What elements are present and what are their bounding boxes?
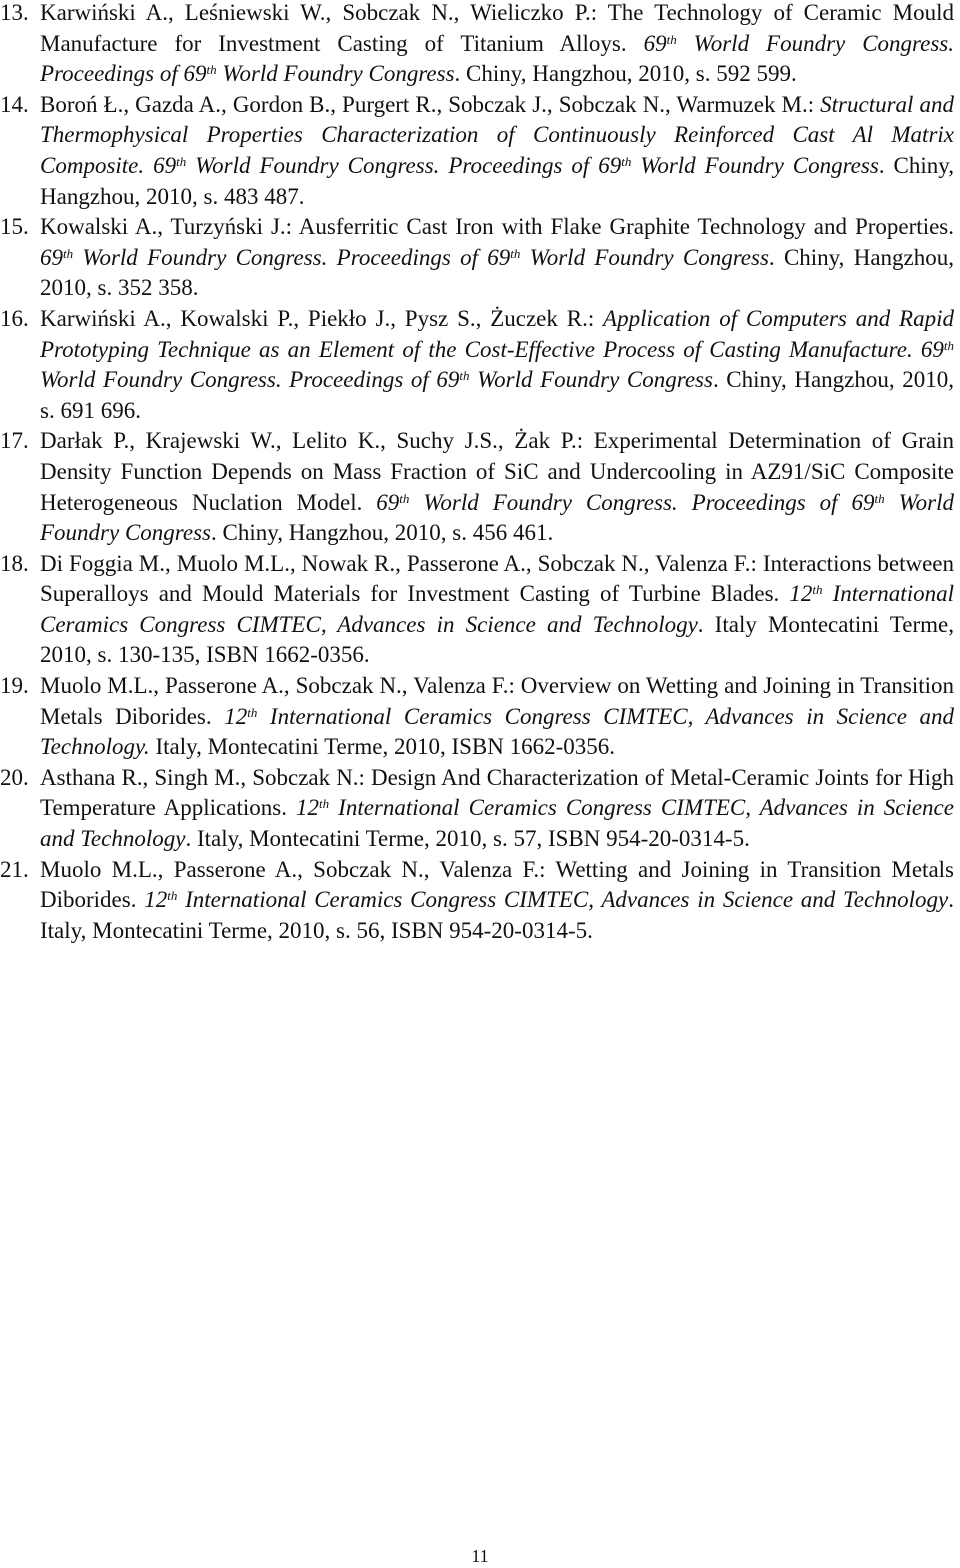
reference-text [40,673,954,759]
ordinal-suffix: th [812,582,823,598]
reference-item [0,426,954,548]
reference-fragment: . Chiny, Hangzhou, 2010, s. 456 461. [211,520,554,546]
reference-fragment: Karwiński A., Kowalski P., Piekło J., Pysz S., Żuczek R.: [40,305,604,331]
reference-fragment: 12 [144,887,168,913]
reference-item [0,763,954,855]
reference-fragment: World Foundry Congress. Proceedings of 69 [409,489,875,515]
reference-number: 15. [0,214,29,240]
reference-fragment: World Foundry Congress. Proceedings of 69 [40,30,954,87]
reference-number: 21. [0,856,29,882]
ordinal-suffix: th [319,796,330,812]
reference-item [0,212,954,304]
reference-fragment: World Foundry Congress [40,489,954,546]
reference-fragment: International Ceramics Congress CIMTEC, Advances in Science and Technology [177,887,949,913]
reference-fragment: Kowalski A., Turzyński J.: Ausferritic Cast Iron with Flake Graphite Technology and Properties. [40,214,954,240]
ordinal-suffix: th [399,490,410,506]
reference-fragment: . Chiny, Hangzhou, 2010, s. 352 358. [40,244,954,301]
reference-fragment: Di Foggia M., Muolo M.L., Nowak R., Passerone A., Sobczak N., Valenza F.: Interactions between Superalloys and Mould Materials for Investment Casting of Turbine Blades. [40,550,954,607]
ordinal-suffix: th [63,245,74,261]
reference-text [40,428,954,545]
reference-fragment: World Foundry Congress. Proceedings of 69 [40,367,460,393]
reference-fragment: 12 [789,581,813,607]
reference-item [0,671,954,763]
reference-fragment: . Italy Montecatini Terme, 2010, s. 130-135, ISBN 1662-0356. [40,611,954,668]
reference-fragment: 12 [224,703,248,729]
reference-fragment: Muolo M.L., Passerone A., Sobczak N., Valenza F.: Wetting and Joining in Transition Metals Diborides. [40,856,954,913]
reference-text [40,92,954,209]
reference-number: 13. [0,0,29,25]
reference-number: 19. [0,673,29,699]
reference-fragment: World Foundry Congress [631,152,879,178]
reference-text [40,551,954,668]
reference-fragment: International Ceramics Congress CIMTEC, Advances in Science and Technology [40,581,954,637]
reference-fragment: World Foundry Congress [216,61,455,87]
ordinal-suffix: th [621,153,632,169]
reference-item [0,0,954,90]
reference-fragment: Asthana R., Singh M., Sobczak N.: Design And Characterization of Metal-Ceramic Joints for High Temperature Applications. [40,764,954,821]
ordinal-suffix: th [943,337,954,353]
reference-fragment: World Foundry Congress [469,367,713,393]
reference-fragment: International Ceramics Congress CIMTEC, Advances in Science and Technology. [40,703,954,760]
reference-fragment: 69 [376,489,400,515]
reference-fragment: . Chiny, Hangzhou, 2010, s. 592 599. [454,61,797,87]
ordinal-suffix: th [247,704,258,720]
reference-fragment: Structural and Thermophysical Properties Characterization of Continuously Reinforced Cast Al Matrix Composite. 69 [40,91,955,178]
reference-text [40,214,954,300]
reference-item [0,549,954,671]
reference-fragment: 12 [296,795,319,821]
reference-fragment: World Foundry Congress. Proceedings of 69 [73,244,511,270]
reference-item [0,855,954,947]
reference-fragment: Boroń Ł., Gazda A., Gordon B., Purgert R., Sobczak J., Sobczak N., Warmuzek M.: [40,91,821,117]
reference-text [40,857,954,943]
reference-fragment: Muolo M.L., Passerone A., Sobczak N., Valenza F.: Overview on Wetting and Joining in Transition Metals Diborides. [40,673,954,729]
reference-text [40,0,954,86]
reference-number: 14. [0,91,29,117]
reference-fragment: . Chiny, Hangzhou, 2010, s. 483 487. [40,152,954,209]
reference-fragment: . Chiny, Hangzhou, 2010, s. 691 696. [40,367,954,423]
ordinal-suffix: th [167,888,178,904]
page-number: 11 [471,1546,489,1566]
ordinal-suffix: th [666,31,677,47]
ordinal-suffix: th [510,245,521,261]
reference-fragment: World Foundry Congress. Proceedings of 69 [186,152,622,178]
reference-number: 20. [0,764,29,790]
reference-fragment: 69 [643,30,667,56]
reference-fragment: World Foundry Congress [520,244,769,270]
reference-fragment: 69 [40,244,63,270]
ordinal-suffix: th [874,490,885,506]
reference-text [40,765,954,851]
reference-fragment: . Italy, Montecatini Terme, 2010, s. 57, ISBN 954-20-0314-5. [185,826,750,852]
reference-fragment: Italy, Montecatini Terme, 2010, ISBN 1662-0356. [149,734,616,760]
ordinal-suffix: th [206,62,217,78]
reference-item [0,90,954,212]
reference-item [0,304,954,426]
reference-text [40,306,954,423]
reference-fragment: Karwiński A., Leśniewski W., Sobczak N., Wieliczko P.: The Technology of Ceramic Mould Manufacture for Investment Casting of Titanium Alloys. [40,0,954,56]
reference-fragment: . Italy, Montecatini Terme, 2010, s. 56, ISBN 954-20-0314-5. [40,887,954,943]
reference-fragment: Application of Computers and Rapid Prototyping Technique as an Element of the Cost-Effective Process of Casting Manufacture. 69 [40,305,954,362]
reference-number: 18. [0,550,29,576]
reference-number: 16. [0,305,29,331]
reference-number: 17. [0,428,29,454]
reference-fragment: International Ceramics Congress CIMTEC, Advances in Science and Technology [40,795,954,852]
reference-fragment: Darłak P., Krajewski W., Lelito K., Suchy J.S., Żak P.: Experimental Determination of Grain Density Function Depends on Mass Fraction of SiC and Undercooling in AZ91/SiC Composite Heterogeneous Nuclation Model. [40,428,954,515]
ordinal-suffix: th [459,367,470,383]
ordinal-suffix: th [176,153,187,169]
